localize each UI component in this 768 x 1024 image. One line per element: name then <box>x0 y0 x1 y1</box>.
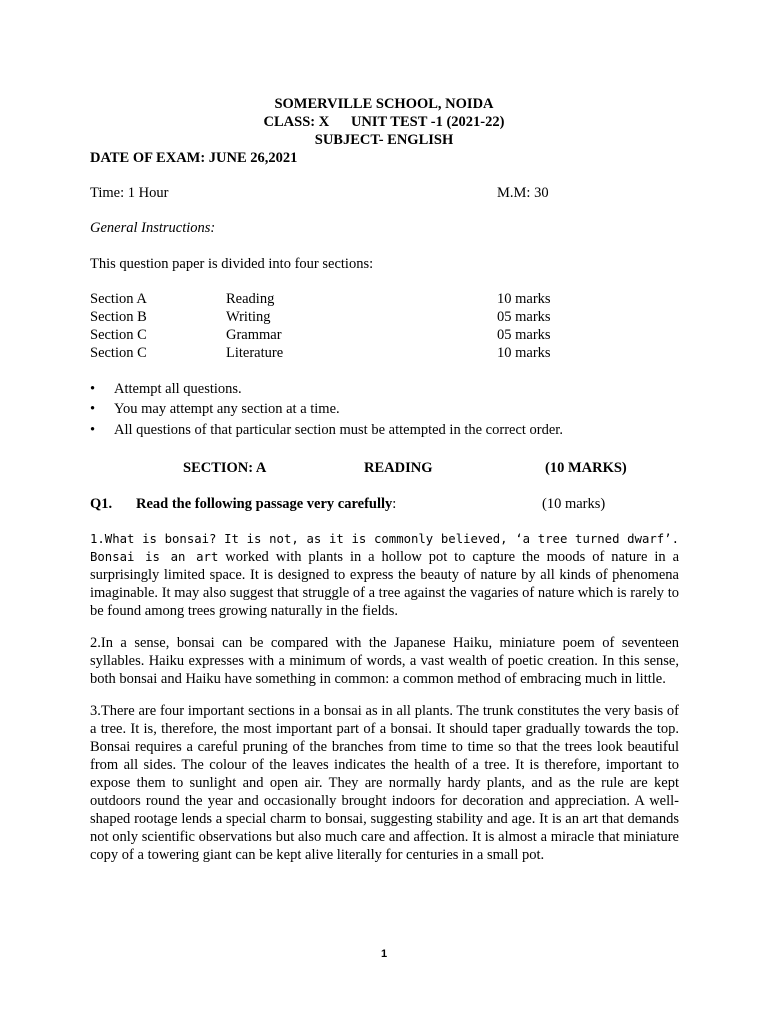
bullet-icon: • <box>90 422 96 438</box>
section-label: Section C <box>90 327 147 343</box>
bullet-icon: • <box>90 381 96 397</box>
passage-paragraph-3: 3.There are four important sections in a bonsai as in all plants. The trunk constitutes the very basis of a tree. It is, therefore, the most important part of a bonsai. It should taper gradually towards the top. Bonsai requires a careful pruning of the branches from time to time so that the trees look beautiful from all sides. The colour of the leaves indicates the health of a tree. It is therefore, important to expose them to sunlight and open air. They are normally hardy plants, and as the rule are kept outdoors round the year and occasionally brought indoors for decoration and appreciation. A well-shaped rootage lends a special charm to bonsai, suggesting stability and age. It is an art that demands not only scientific observations but also much care and affection. It is almost a miracle that miniature copy of a towering giant can be kept alive literally for centuries in a small pot. <box>90 703 679 863</box>
page-number: 1 <box>380 948 388 960</box>
section-marks: 10 marks <box>497 345 551 361</box>
max-marks: M.M: 30 <box>497 185 549 201</box>
subject-line: SUBJECT- ENGLISH <box>314 132 454 148</box>
bullet-icon: • <box>90 401 96 417</box>
question-marks: (10 marks) <box>542 496 606 512</box>
section-heading-label: SECTION: A <box>183 460 267 476</box>
school-name: SOMERVILLE SCHOOL, NOIDA <box>274 96 494 112</box>
section-label: Section B <box>90 309 147 325</box>
section-heading-marks: (10 MARKS) <box>545 460 627 476</box>
exam-time: Time: 1 Hour <box>90 185 169 201</box>
question-prompt: Read the following passage very carefully: <box>136 496 397 512</box>
passage-paragraph-2: 2.In a sense, bonsai can be compared with the Japanese Haiku, miniature poem of seventeen syllables. Haiku expresses with a minimum of words, a vast wealth of poetic creation. In this sense, both bonsai and Haiku have something in common: a common method of embracing much in little. <box>90 635 679 687</box>
instructions-heading: General Instructions: <box>90 220 216 236</box>
list-item: • You may attempt any section at a time. <box>90 401 340 417</box>
section-name: Grammar <box>226 327 282 343</box>
division-text: This question paper is divided into four sections: <box>90 256 374 272</box>
section-marks: 05 marks <box>497 327 551 343</box>
section-name: Writing <box>226 309 271 325</box>
list-item: • Attempt all questions. <box>90 381 242 397</box>
section-marks: 10 marks <box>497 291 551 307</box>
section-marks: 05 marks <box>497 309 551 325</box>
section-label: Section C <box>90 345 147 361</box>
section-label: Section A <box>90 291 147 307</box>
section-heading-name: READING <box>364 460 433 476</box>
exam-date: DATE OF EXAM: JUNE 26,2021 <box>90 150 298 166</box>
passage-paragraph-1: 1.What is bonsai? It is not, as it is commonly believed, ‘a tree turned dwarf’. Bonsai is an art worked with plants in a hollow pot to capture the moods of nature in a surprisingly limited space. It is designed to express the beauty of nature by all kinds of phenomena imaginable. It may also suggest that struggle of a tree against the vagaries of nature which is rarely to be found among trees growing naturally in the fields. <box>90 532 679 619</box>
section-name: Reading <box>226 291 275 307</box>
list-item: • All questions of that particular section must be attempted in the correct order. <box>90 422 563 438</box>
section-name: Literature <box>226 345 284 361</box>
class-line: CLASS: X UNIT TEST -1 (2021-22) <box>263 114 505 130</box>
question-number: Q1. <box>90 496 113 512</box>
